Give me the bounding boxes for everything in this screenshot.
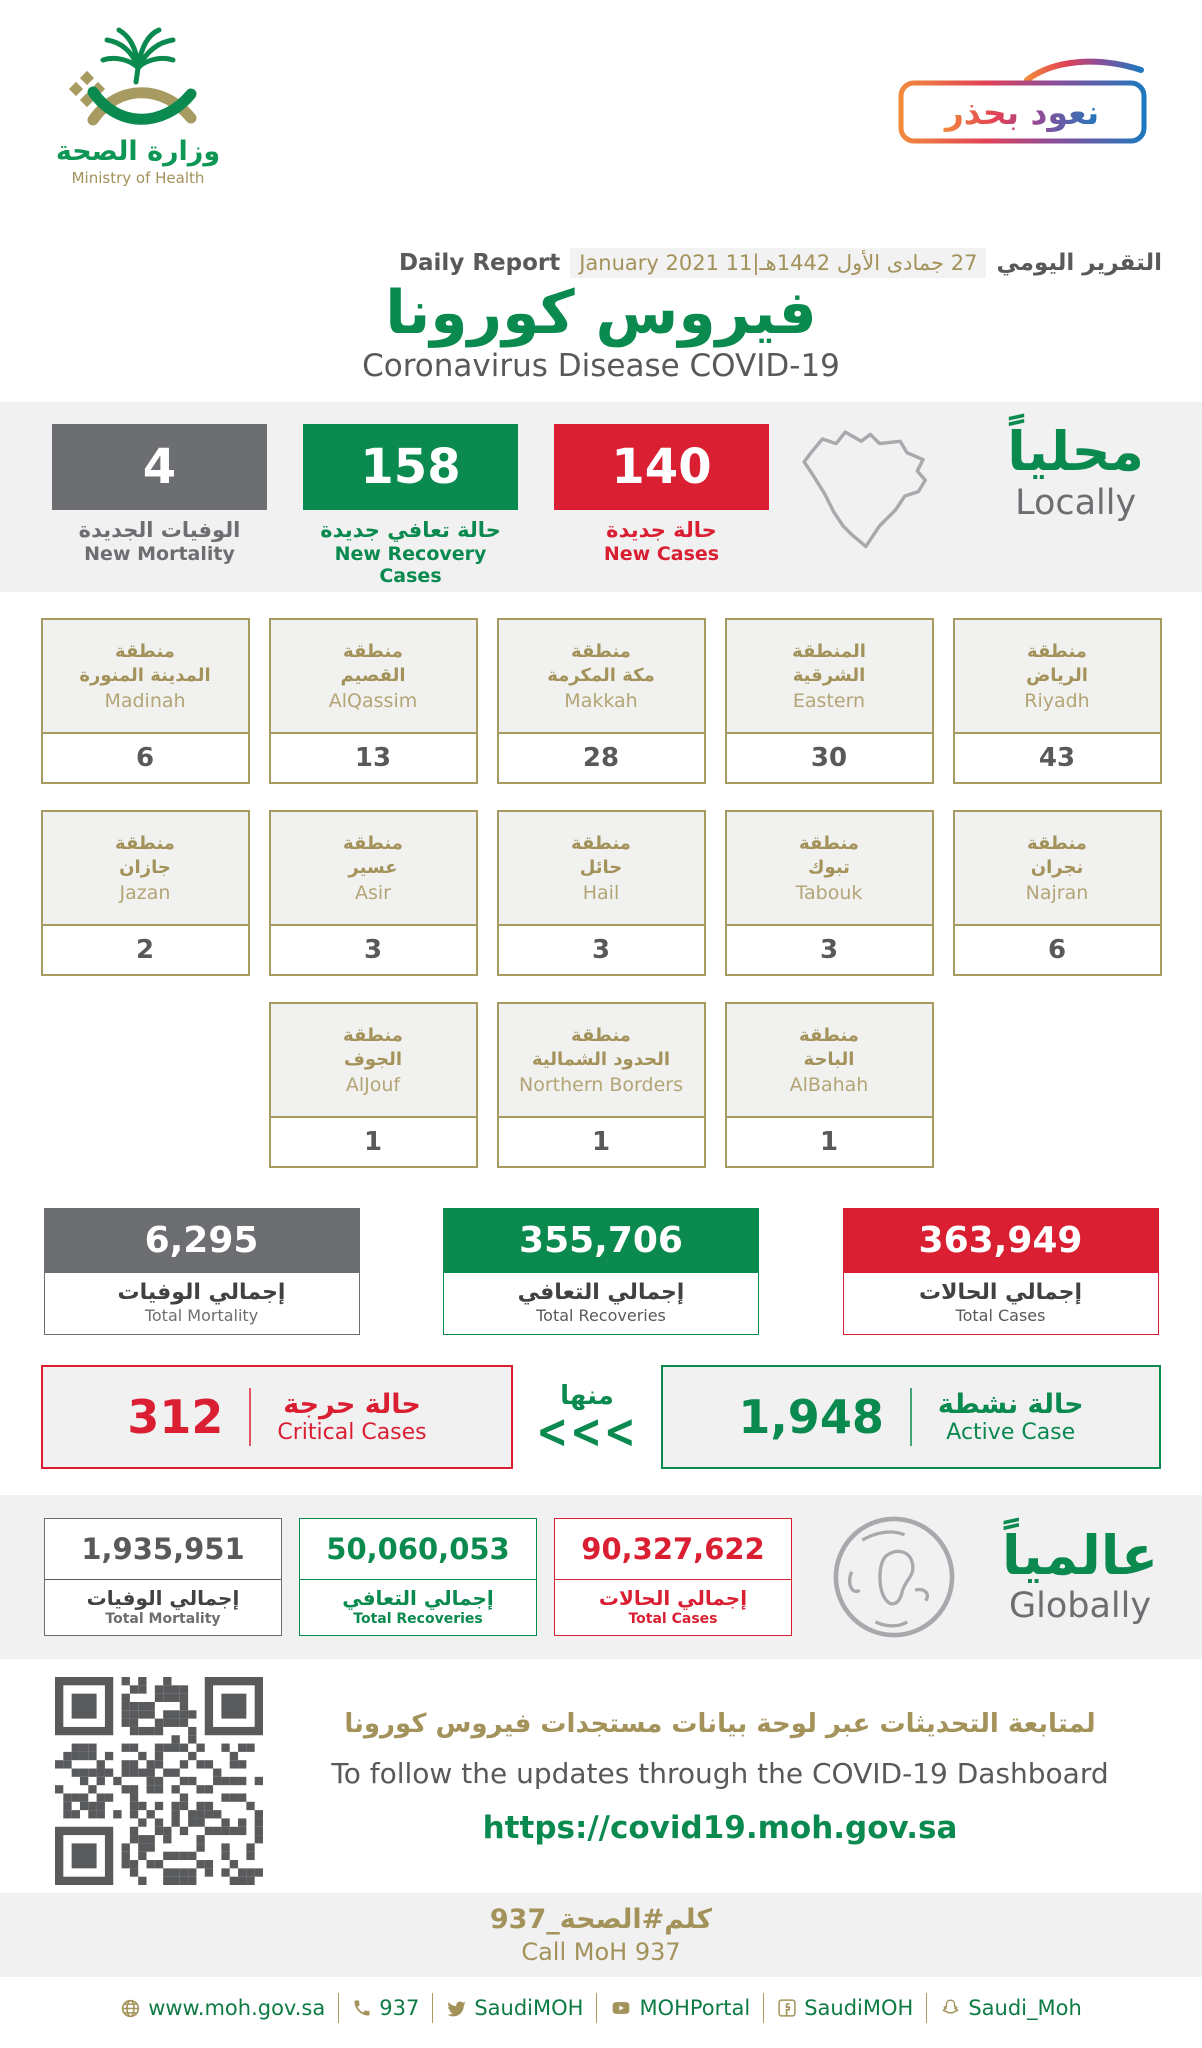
global-stat-label-ar: إجمالي الوفيات: [86, 1586, 240, 1610]
total-label-ar: إجمالي الوفيات: [117, 1280, 286, 1305]
active-label-ar: حالة نشطة: [937, 1389, 1084, 1420]
region-name-ar-line1: منطقة: [571, 640, 631, 662]
region-card: [269, 1002, 478, 1168]
active-critical-row: [41, 1365, 1161, 1469]
dashboard-url-link[interactable]: https://covid19.moh.gov.sa: [482, 1810, 958, 1846]
locally-stats: [52, 424, 769, 587]
global-stats: [44, 1518, 792, 1636]
report-date: 27 جمادى الأول 1442هـ|11 January 2021: [570, 248, 986, 278]
local-stat-card: [52, 424, 267, 587]
logo-arabic-name: وزارة الصحة: [55, 136, 221, 167]
footer-link-phone[interactable]: [352, 1996, 419, 2020]
logo-english-name: Ministry of Health: [71, 169, 205, 187]
badge-swoosh-icon: [1027, 62, 1141, 80]
region-new-cases-value: 28: [582, 743, 620, 773]
global-stat-card: [44, 1518, 282, 1636]
region-new-cases-value: 1: [591, 1127, 611, 1157]
region-name-ar-line2: نجران: [1030, 857, 1084, 878]
stat-label-ar: حالة تعافي جديدة: [320, 518, 501, 542]
region-name-ar-line1: منطقة: [343, 1024, 403, 1046]
region-name-ar-line2: حائل: [579, 857, 623, 878]
region-name-en: Najran: [1025, 882, 1089, 905]
locally-heading-en: Locally: [1015, 482, 1137, 523]
region-name-en: Hail: [582, 882, 620, 905]
stat-label-en: New Mortality: [84, 543, 235, 565]
region-name-en: Eastern: [792, 690, 866, 713]
divider: [910, 1388, 912, 1446]
local-stat-card: [303, 424, 518, 587]
region-card: [269, 810, 478, 976]
region-name-ar-line2: الباحة: [803, 1049, 855, 1070]
region-card: [41, 618, 250, 784]
region-name-en: Riyadh: [1024, 690, 1090, 713]
total-value: 355,706: [444, 1209, 758, 1273]
chevrons-left-icon: <<<: [536, 1403, 638, 1459]
global-stat-value: 50,060,053: [300, 1519, 536, 1580]
region-name-en: Asir: [355, 882, 391, 905]
region-new-cases-value: 3: [591, 935, 611, 965]
region-name-ar-line2: القصيم: [340, 665, 406, 686]
region-name-ar-line1: منطقة: [571, 1024, 631, 1046]
global-stat-value: 90,327,622: [555, 1519, 791, 1580]
global-stat-label-ar: إجمالي التعافي: [342, 1586, 494, 1610]
local-stat-card: [554, 424, 769, 587]
region-name-ar-line1: المنطقة: [792, 640, 866, 662]
footer-link-snapchat[interactable]: [940, 1996, 1081, 2020]
region-name-en: Jazan: [119, 882, 171, 905]
global-stat-label-ar: إجمالي الحالات: [598, 1586, 748, 1610]
total-value: 6,295: [45, 1209, 359, 1273]
divider: [763, 1993, 764, 2023]
total-value: 363,949: [844, 1209, 1158, 1273]
footer-links: [0, 1993, 1202, 2023]
region-name-en: AlQassim: [328, 690, 418, 713]
globe-icon: [828, 1511, 960, 1643]
region-new-cases-value: 1: [363, 1127, 383, 1157]
region-new-cases-value: 30: [810, 743, 848, 773]
globe-icon: [120, 1998, 141, 2019]
saudi-arabia-map-icon: [795, 420, 955, 570]
footer-link-youtube[interactable]: [610, 1996, 750, 2020]
footer-link-label: MOHPortal: [639, 1996, 751, 2020]
dashboard-section: [0, 1659, 1202, 1885]
total-label-en: Total Cases: [955, 1306, 1046, 1325]
twitter-icon: [446, 1998, 467, 2019]
call-moh-ar: كلم#الصحة_937: [489, 1904, 713, 1935]
region-name-ar-line2: عسير: [348, 857, 398, 878]
region-card: [497, 1002, 706, 1168]
region-name-ar-line1: منطقة: [115, 832, 175, 854]
region-name-ar-line1: منطقة: [343, 640, 403, 662]
active-cases-value: 1,948: [738, 1390, 884, 1444]
region-new-cases-value: 2: [135, 935, 155, 965]
region-card: [725, 618, 934, 784]
dashboard-text-en: To follow the updates through the COVID-19 Dashboard: [331, 1757, 1109, 1790]
region-card: [725, 810, 934, 976]
locally-section: [0, 402, 1202, 592]
globally-heading-ar: عالمياً: [1002, 1523, 1158, 1587]
region-name-en: Madinah: [104, 690, 186, 713]
stat-label-en: New Recovery Cases: [334, 543, 487, 587]
region-card: [41, 810, 250, 976]
phone-icon: [352, 1998, 372, 2018]
region-name-en: Northern Borders: [519, 1074, 683, 1097]
stat-label-en: New Cases: [603, 543, 720, 565]
call-moh-en: Call MoH 937: [521, 1938, 681, 1966]
region-name-ar-line1: منطقة: [115, 640, 175, 662]
global-stat-card: [299, 1518, 537, 1636]
stat-label-ar: حالة جديدة: [606, 518, 717, 542]
region-new-cases-value: 13: [354, 743, 392, 773]
region-card: [725, 1002, 934, 1168]
active-cases-box: [661, 1365, 1161, 1469]
stat-value: 158: [303, 424, 518, 510]
of-which-label: منها: [560, 1381, 614, 1411]
total-label-en: Total Recoveries: [536, 1306, 666, 1325]
divider: [432, 1993, 433, 2023]
region-name-ar-line2: المدينة المنورة: [79, 665, 211, 686]
divider: [596, 1993, 597, 2023]
stat-value: 140: [554, 424, 769, 510]
region-new-cases-value: 3: [819, 935, 839, 965]
footer-link-twitter[interactable]: [446, 1996, 583, 2020]
divider: [338, 1993, 339, 2023]
report-label-en: Daily Report: [398, 250, 561, 276]
region-name-ar-line1: منطقة: [1027, 640, 1087, 662]
total-card: [44, 1208, 360, 1335]
region-name-ar-line2: جازان: [119, 857, 171, 878]
globally-heading: [1002, 1523, 1158, 1627]
region-name-en: AlBahah: [789, 1074, 869, 1097]
region-new-cases-value: 6: [135, 743, 155, 773]
regions-row-2: [0, 810, 1202, 976]
region-name-en: Makkah: [564, 690, 638, 713]
total-label-ar: إجمالي التعافي: [517, 1280, 685, 1305]
critical-cases-box: [41, 1365, 513, 1469]
total-card: [843, 1208, 1159, 1335]
global-stat-label-en: Total Cases: [628, 1611, 718, 1627]
region-name-ar-line1: منطقة: [1027, 832, 1087, 854]
facebook-icon: [777, 1998, 797, 2018]
divider: [249, 1388, 251, 1446]
total-label-ar: إجمالي الحالات: [919, 1280, 1082, 1305]
region-card: [953, 810, 1162, 976]
totals-row: [44, 1208, 1159, 1335]
qr-code: [55, 1677, 263, 1885]
region-name-ar-line1: منطقة: [343, 832, 403, 854]
page-title-en: Coronavirus Disease COVID-19: [362, 348, 840, 384]
region-new-cases-value: 43: [1038, 743, 1076, 773]
region-card: [497, 618, 706, 784]
region-name-ar-line1: منطقة: [571, 832, 631, 854]
region-card: [497, 810, 706, 976]
dashboard-text-ar: لمتابعة التحديثات عبر لوحة بيانات مستجدات فيروس كورونا: [344, 1709, 1096, 1739]
region-name-en: Tabouk: [795, 882, 863, 905]
region-name-ar-line2: الجوف: [343, 1049, 403, 1070]
of-which-indicator: [513, 1381, 661, 1459]
globally-section: [0, 1495, 1202, 1659]
critical-label-en: Critical Cases: [277, 1420, 427, 1445]
youtube-icon: [610, 1998, 632, 2018]
footer-link-label: 937: [379, 1996, 420, 2020]
page-title-ar: فيروس كورونا: [385, 278, 817, 348]
active-label-en: Active Case: [946, 1420, 1076, 1445]
global-stat-label-en: Total Mortality: [105, 1611, 221, 1627]
region-name-ar-line1: منطقة: [799, 1024, 859, 1046]
globally-heading-en: Globally: [1008, 1586, 1152, 1627]
region-new-cases-value: 3: [363, 935, 383, 965]
moh-logo: [50, 24, 226, 187]
locally-heading-ar: محلياً: [1007, 420, 1144, 483]
region-name-ar-line2: مكة المكرمة: [547, 665, 655, 686]
footer-link-website[interactable]: [120, 1996, 325, 2020]
footer-link-label: www.moh.gov.sa: [148, 1996, 326, 2020]
return-with-caution-badge: [895, 56, 1150, 152]
divider: [926, 1993, 927, 2023]
region-name-ar-line2: تبوك: [808, 857, 850, 878]
regions-row-3: [0, 1002, 1202, 1168]
total-label-en: Total Mortality: [144, 1306, 259, 1325]
stat-label-ar: الوفيات الجديدة: [78, 518, 241, 542]
moh-palm-logo-icon: [53, 24, 223, 136]
footer-link-label: Saudi_Moh: [968, 1996, 1082, 2020]
total-card: [443, 1208, 759, 1335]
stat-value: 4: [52, 424, 267, 510]
region-name-ar-line2: الرياض: [1026, 665, 1088, 686]
region-card: [269, 618, 478, 784]
call-moh-band: [0, 1893, 1202, 1977]
global-stat-value: 1,935,951: [45, 1519, 281, 1580]
critical-label-ar: حالة حرجة: [283, 1389, 421, 1420]
global-stat-label-en: Total Recoveries: [353, 1611, 483, 1627]
locally-heading: [1007, 420, 1150, 523]
regions-row-1: [0, 618, 1202, 784]
snapchat-icon: [940, 1998, 961, 2019]
region-name-ar-line2: الشرقية: [792, 665, 866, 686]
region-name-ar-line1: منطقة: [799, 832, 859, 854]
footer-link-label: SaudiMOH: [474, 1996, 584, 2020]
footer-link-label: SaudiMOH: [804, 1996, 914, 2020]
global-stat-card: [554, 1518, 792, 1636]
region-name-en: AlJouf: [345, 1074, 401, 1097]
badge-text: نعود بحذر: [944, 93, 1100, 132]
region-new-cases-value: 1: [819, 1127, 839, 1157]
footer-link-facebook[interactable]: [777, 1996, 913, 2020]
region-new-cases-value: 6: [1047, 935, 1067, 965]
region-name-ar-line2: الحدود الشمالية: [531, 1049, 671, 1070]
region-card: [953, 618, 1162, 784]
critical-cases-value: 312: [127, 1390, 224, 1444]
report-label-ar: التقرير اليومي: [996, 250, 1162, 276]
